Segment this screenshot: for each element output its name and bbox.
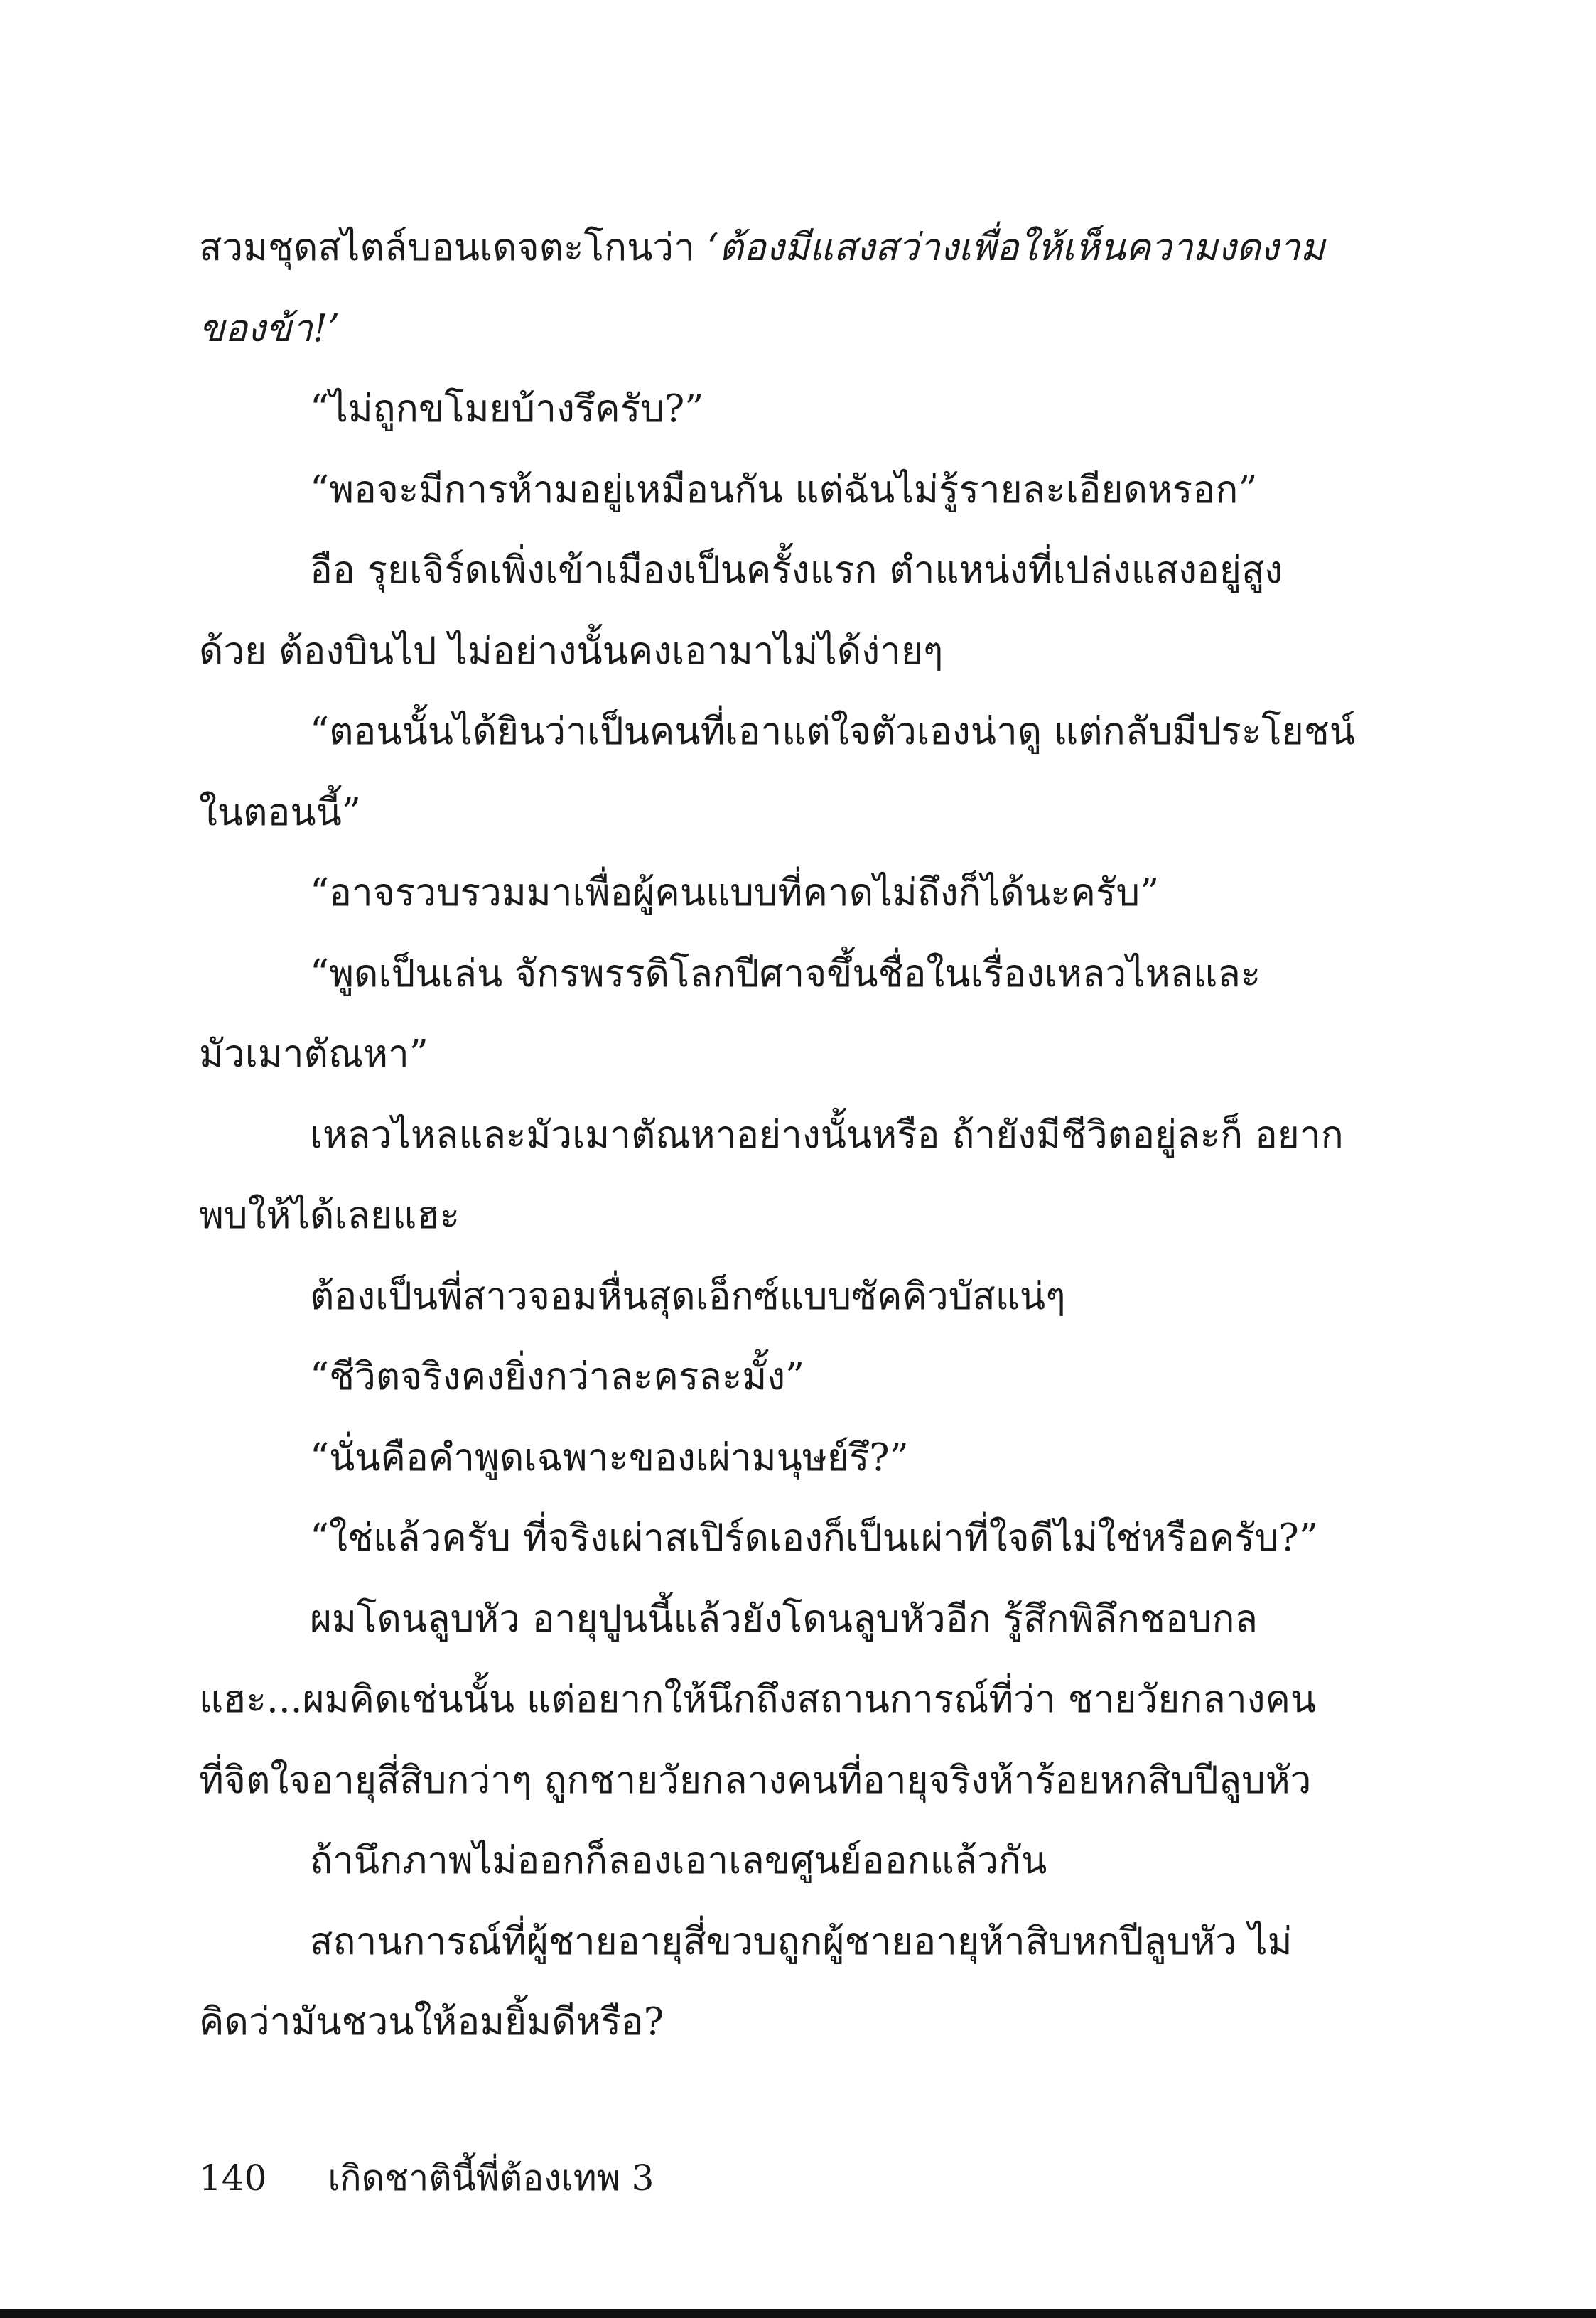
text-line (199, 1175, 1300, 1256)
text-line (199, 530, 1300, 611)
bottom-edge-rule (0, 2309, 1596, 2318)
text-run: ในตอนนี้” (199, 790, 361, 834)
text-run: อือ รุยเจิร์ดเพิ่งเข้าเมืองเป็นครั้งแรก ตำแหน่งที่เปล่งแสงอยู่สูง (310, 549, 1283, 592)
text-line (199, 1418, 1300, 1499)
text-run: “พอจะมีการห้ามอยู่เหมือนกัน แต่ฉันไม่รู้รายละเอียดหรอก” (310, 468, 1258, 512)
text-run: “ไม่ถูกขโมยบ้างรึครับ?” (310, 387, 704, 431)
text-line (199, 611, 1300, 692)
text-line (199, 1014, 1300, 1095)
text-line (199, 1256, 1300, 1337)
page-number: 140 (199, 2157, 267, 2199)
text-run: “ใช่แล้วครับ ที่จริงเผ่าสเปิร์ดเองก็เป็นเผ่าที่ใจดีไม่ใช่หรือครับ?” (310, 1516, 1318, 1560)
text-run: เหลวไหลและมัวเมาตัณหาอย่างนั้นหรือ ถ้ายังมีชีวิตอยู่ละก็ อยาก (310, 1113, 1344, 1157)
text-run: มัวเมาตัณหา” (199, 1033, 428, 1076)
text-line (199, 450, 1300, 531)
text-line (199, 1498, 1318, 1579)
text-line (199, 369, 1300, 450)
text-run: ผมโดนลูบหัว อายุปูนนี้แล้วยังโดนลูบหัวอีก รู้สึกพิลึกชอบกล (310, 1597, 1258, 1641)
text-line (199, 772, 1300, 853)
text-line (199, 1982, 1300, 2063)
text-line (199, 289, 1300, 370)
text-run: “อาจรวบรวมมาเพื่อผู้คนแบบที่คาดไม่ถึงก็ได้นะครับ” (310, 871, 1160, 915)
text-line (199, 1902, 1300, 1983)
page-body-text (199, 207, 1356, 2063)
text-run: ที่จิตใจอายุสี่สิบกว่าๆ ถูกชายวัยกลางคนที่อายุจริงห้าร้อยหกสิบปีลูบหัว (199, 1758, 1312, 1802)
text-run: “ตอนนั้นได้ยินว่าเป็นคนที่เอาแต่ใจตัวเองน่าดู แต่กลับมีประโยชน์ (310, 710, 1356, 753)
text-run: “พูดเป็นเล่น จักรพรรดิโลกปีศาจขึ้นชื่อในเรื่องเหลวไหลและ (310, 952, 1261, 996)
text-run: สถานการณ์ที่ผู้ชายอายุสี่ขวบถูกผู้ชายอายุห้าสิบหกปีลูบหัว ไม่ (310, 1919, 1293, 1963)
text-run: สวมชุดสไตล์บอนเดจตะโกนว่า (199, 226, 707, 269)
text-run: แฮะ...ผมคิดเช่นนั้น แต่อยากให้นึกถึงสถานการณ์ที่ว่า ชายวัยกลางคน (199, 1678, 1317, 1721)
text-line (199, 207, 1325, 289)
text-line (199, 1659, 1317, 1740)
text-line (199, 1579, 1300, 1660)
text-run: คิดว่ามันชวนให้อมยิ้มดีหรือ? (199, 2000, 664, 2044)
text-line (199, 853, 1300, 934)
text-line (199, 1095, 1344, 1176)
text-line (199, 691, 1356, 772)
italic-text-run: ของข้า!’ (199, 306, 340, 350)
text-run: “ชีวิตจริงคงยิ่งกว่าละครละมั้ง” (310, 1355, 805, 1398)
page-footer (199, 2146, 654, 2210)
running-book-title: เกิดชาตินี้พี่ต้องเทพ 3 (328, 2157, 654, 2199)
text-run: พบให้ได้เลยแฮะ (199, 1194, 460, 1237)
text-line (199, 1337, 1300, 1418)
text-run: ถ้านึกภาพไม่ออกก็ลองเอาเลขศูนย์ออกแล้วกัน (310, 1839, 1047, 1882)
text-line (199, 1821, 1300, 1902)
text-line (199, 1740, 1312, 1821)
text-run: ต้องเป็นพี่สาวจอมหื่นสุดเอ็กซ์แบบซัคคิวบัสแน่ๆ (310, 1274, 1066, 1318)
italic-text-run: ‘ต้องมีแสงสว่างเพื่อให้เห็นความงดงาม (706, 226, 1325, 269)
text-line (199, 934, 1300, 1015)
text-run: “นั่นคือคำพูดเฉพาะของเผ่ามนุษย์รึ?” (310, 1435, 909, 1479)
text-run: ด้วย ต้องบินไป ไม่อย่างนั้นคงเอามาไม่ได้ง่ายๆ (199, 629, 944, 673)
